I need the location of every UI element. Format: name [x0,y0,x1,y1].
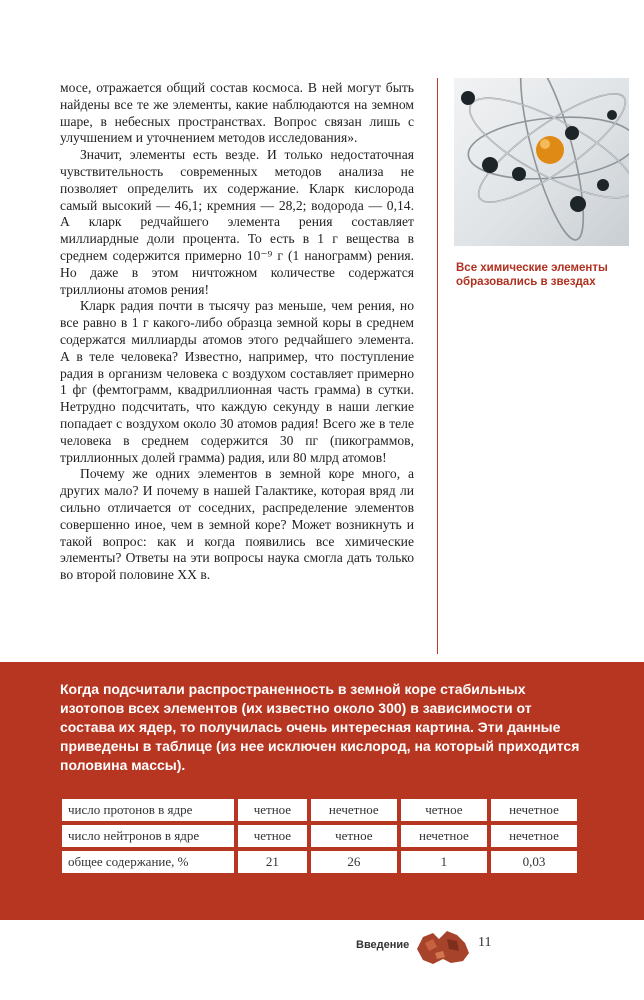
table-row-header: число протонов в ядре [62,799,234,821]
table-row-header: число нейтронов в ядре [62,825,234,847]
table-row-header: общее содержание, % [62,851,234,873]
table-cell: 0,03 [491,851,577,873]
table-cell: нечетное [491,825,577,847]
table-cell: нечетное [311,799,397,821]
paragraph-1: мосе, отражается общий состав космоса. В ней могут быть найдены все те же элементы, какие наблюдаются на земном шаре, в небесных пространствах. Вопрос связан лишь с улучшением и уточнением методов исследования». [60,80,414,146]
table-cell: четное [238,799,307,821]
paragraph-3: Кларк радия почти в тысячу раз меньше, чем рения, но все равно в 1 г какого-либо образца земной коры в среднем содержатся миллиарды атомов этого редчайшего элемента. А в теле человека? Известно, например, что поступление радия в организм человека с воздухом составляет примерно 1 фг (фемтограмм, квадриллионная часть грамма) в сутки. Нетрудно подсчитать, что каждую секунду в наши легкие попадает с воздухом около 30 атомов радия! Всего же в теле человека в среднем содержится 30 пг (пикограммов, триллионных долей грамма) радия, или 80 млрд атомов! [60,298,414,465]
page-number: 11 [478,935,492,950]
table-row [62,851,577,873]
atom-model-image [454,78,629,246]
table-cell: 21 [238,851,307,873]
paragraph-2: Значит, элементы есть везде. И только недостаточная чувствительность современных методов анализа не позволяет определить их содержание. Кларк кислорода самый высокий — 46,1; кремния — 28,2; водорода — 0,14. А кларк редчайшего элемента рения составляет миллиардные доли процента. То есть в 1 г вещества в среднем содержится примерно 10⁻⁹ г (1 нанограмм) рения. Но даже в этом ничтожном количестве содержатся триллионы атомов рения! [60,147,414,297]
table-cell: 1 [401,851,487,873]
table-row [62,799,577,821]
table-row [62,825,577,847]
panel-text: Когда подсчитали распространенность в земной коре стабильных изотопов всех элементов (их известно около 300) в зависимости от состава их ядер, то получилась очень интересная картина. Эти данные приведены в таблице (из нее исключен кислород, на который приходится половина массы). [60,681,580,773]
atom-orbits-illustration [454,78,629,246]
table-cell: четное [311,825,397,847]
table-cell: нечетное [401,825,487,847]
rock-ornament-icon [413,927,471,967]
figure-caption: Все химические элементы образовались в звездах [456,262,608,288]
main-text-column [60,80,414,584]
paragraph-4: Почему же одних элементов в земной коре много, а других мало? И почему в нашей Галактике, которая вряд ли сильно отличается от соседних, распределение элементов совершенно иное, чем в земной коре? Может возникнуть и такой вопрос: как и когда появились все химические элементы? Ответы на эти вопросы наука смогла дать только во второй половине XX в. [60,466,414,583]
table-cell: нечетное [491,799,577,821]
section-label: Введение [356,939,410,951]
table-cell: четное [401,799,487,821]
column-divider [437,78,438,654]
table-cell: четное [238,825,307,847]
isotope-abundance-table [58,795,581,877]
table-cell: 26 [311,851,397,873]
